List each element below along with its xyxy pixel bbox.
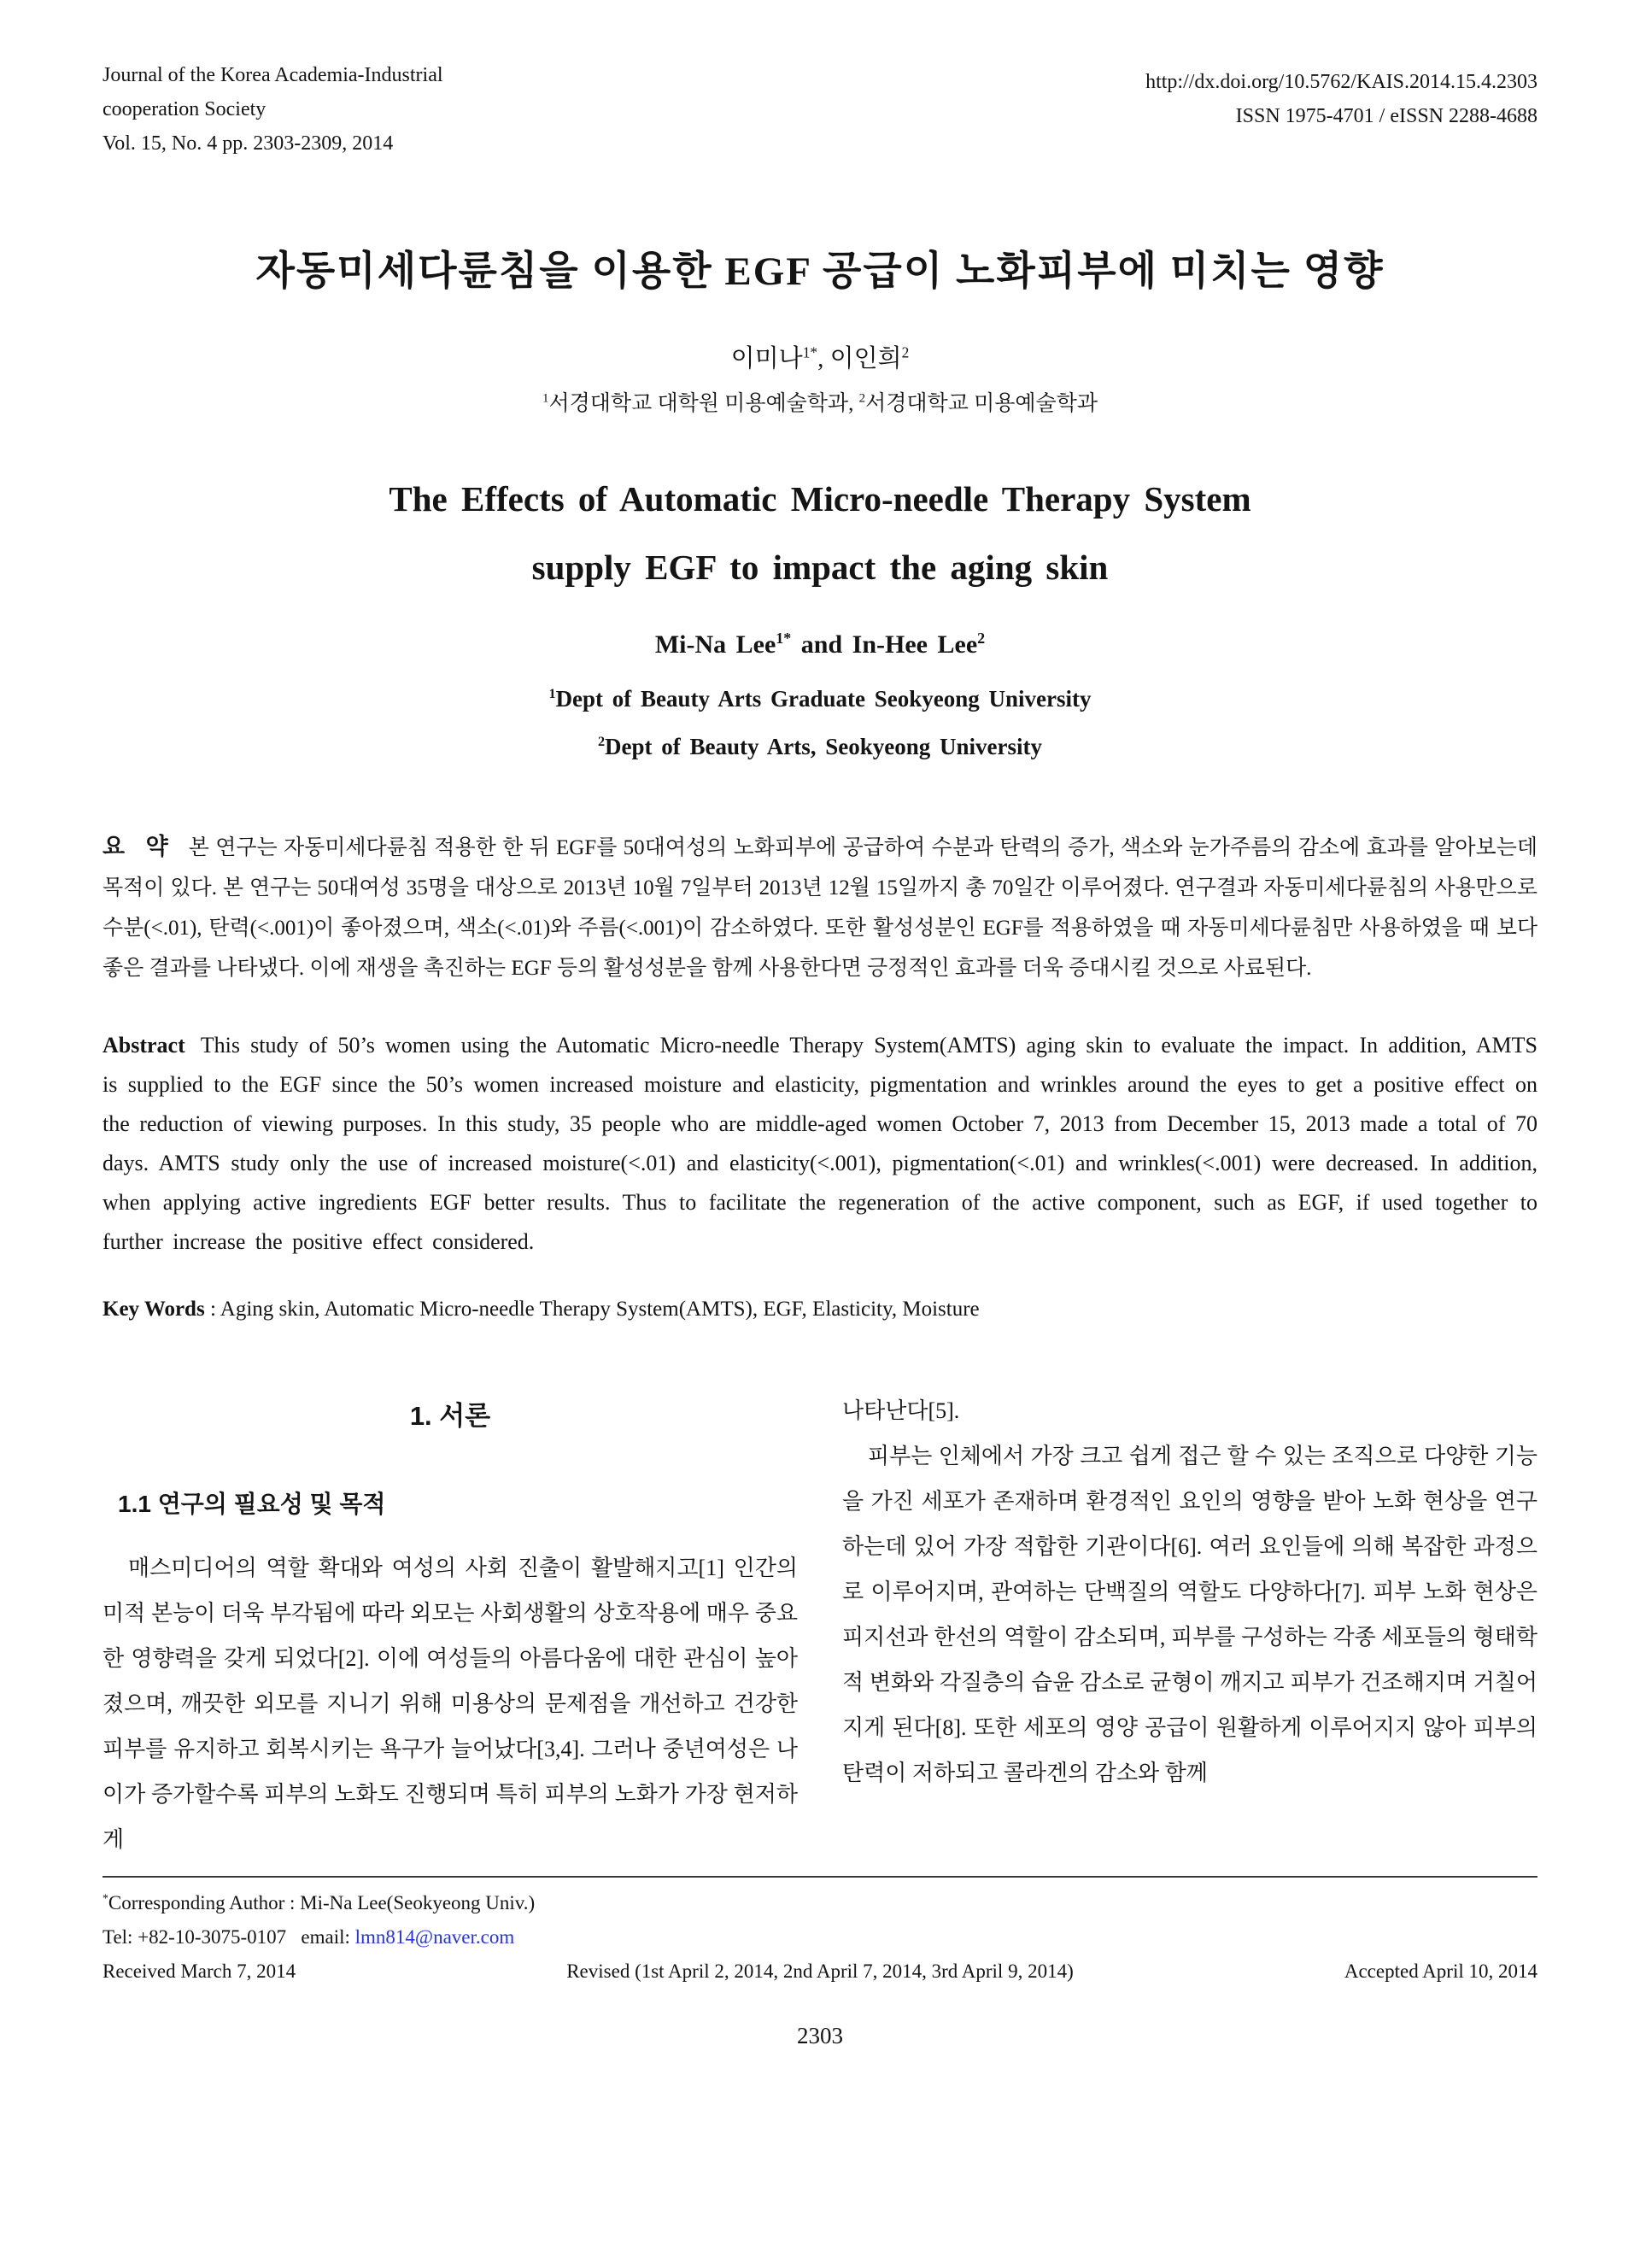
author-name-en-1: Mi-Na Lee [654,630,776,659]
affil-text-en-2: Dept of Beauty Arts, Seokyeong University [605,734,1043,759]
author-name-ko-1: 이미나 [730,345,803,372]
affil-sup-ko-1: 1 [542,391,549,406]
korean-title: 자동미세다륜침을 이용한 EGF 공급이 노화피부에 미치는 영향 [255,249,1385,294]
journal-name-line2: cooperation Society [102,98,266,120]
korean-abstract-label: 요 약 [102,834,175,859]
affil-text-ko-1: 서경대학교 대학원 미용예술학과, [548,392,859,415]
author-name-ko-2: 이인희 [829,345,902,372]
author-name-en-2: In-Hee Lee [852,630,978,659]
affil-text-ko-2: 서경대학교 미용예술학과 [865,392,1098,415]
english-title-line2: supply EGF to impact the aging skin [531,548,1109,587]
english-affiliation-2 [102,723,1538,771]
affil-text-en-1: Dept of Beauty Arts Graduate Seokyeong University [555,686,1092,712]
affil-sup-en-2: 2 [597,734,606,749]
english-title-line1: The Effects of Automatic Micro-needle Therapy System [389,479,1251,519]
english-abstract-text: This study of 50’s women using the Automatic Micro-needle Therapy System(AMTS) aging skin to evaluate the impact. In addition, AMTS is supplied to the EGF since the 50’s women increased moisture and elasticity, pigmentation and wrinkles around the eyes to get a positive effect on the reduction of viewing purposes. In this study, 35 people who are middle-aged women October 7, 2013 from December 15, 2013 made a total of 70 days. AMTS study only the use of increased moisture(<.01) and elasticity(<.001), pigmentation(<.01) and wrinkles(<.001) were decreased. In addition, when applying active ingredients EGF better results. Thus to facilitate the regeneration of the active component, such as EGF, if used together to further increase the positive effect considered. [102,1033,1538,1254]
korean-abstract [102,827,1538,988]
author-sup-en-1: 1* [776,630,792,647]
body-paragraph-right: 피부는 인체에서 가장 크고 쉽게 접근 할 수 있는 조직으로 다양한 기능을 가진 세포가 존재하며 환경적인 요인의 영향을 받아 노화 현상을 연구하는데 있어 가장 적합한 기관이다[6]. 여러 요인들에 의해 복잡한 과정으로 이루어지며, 관여하는 단백질의 역할도 다양하다[7]. 피부 노화 현상은 피지선과 한선의 역할이 감소되며, 피부를 구성하는 각종 세포들의 형태학적 변화와 각질층의 습윤 감소로 균형이 깨지고 피부가 건조해지며 거칠어지게 된다[8]. 또한 세포의 영양 공급이 원활하게 이루어지지 않아 피부의 탄력이 저하되고 콜라겐의 감소와 함께 [842,1444,1538,1785]
body-paragraph-left: 매스미디어의 역할 확대와 여성의 사회 진출이 활발해지고[1] 인간의 미적 본능이 더욱 부각됨에 따라 외모는 사회생활의 상호작용에 매우 중요한 영향력을 갖게 되었다[2]. 이에 여성들의 아름다움에 대한 관심이 높아졌으며, 깨끗한 외모를 지니기 위해 미용상의 문제점을 개선하고 건강한 피부를 유지하고 회복시키는 욕구가 늘어났다[3,4]. 그러나 중년여성은 나이가 증가할수록 피부의 노화도 진행되며 특히 피부의 노화가 가장 현저하게 [102,1556,798,1852]
author-sup-en-2: 2 [977,630,986,647]
keywords-separator: : [204,1298,220,1321]
publication-ids [1145,58,1538,161]
revised-dates: Revised (1st April 2, 2014, 2nd April 7, 2014, 3rd April 9, 2014) [566,1960,1074,1982]
contact-line [102,1920,1538,1954]
doi-text: http://dx.doi.org/10.5762/KAIS.2014.15.4.2303 [1145,71,1538,93]
right-column [842,1388,1538,1862]
issn-text: ISSN 1975-4701 / eISSN 2288-4688 [1235,105,1538,127]
affil-sup-ko-2: 2 [858,391,866,406]
korean-authors [102,339,1538,374]
received-date: Received March 7, 2014 [102,1960,296,1982]
english-abstract [102,1026,1538,1262]
english-title [102,465,1538,601]
author-sup-ko-2: 2 [901,343,910,361]
corresponding-author-footnote [102,1876,1538,1989]
corresponding-asterisk: * [102,1891,108,1905]
english-affiliation-1 [102,675,1538,723]
page-number: 2303 [797,2023,843,2048]
body-columns [102,1388,1538,1862]
author-sup-ko-1: 1* [802,343,818,361]
corresponding-author-line [102,1886,1538,1920]
english-authors [102,630,1538,659]
spacer [286,1926,301,1948]
author-separator-ko: , [817,345,830,372]
journal-info [102,58,443,161]
keywords-text: Aging skin, Automatic Micro-needle Therapy System(AMTS), EGF, Elasticity, Moisture [220,1298,980,1321]
korean-affiliation [102,386,1538,417]
masthead [102,58,1538,161]
keywords-line [102,1298,1538,1322]
email-label: email: [301,1926,350,1948]
dates-line [102,1954,1538,1989]
section-1-1-heading: 1.1 연구의 필요성 및 목적 [118,1491,386,1517]
journal-name-line1: Journal of the Korea Academia-Industrial [102,64,443,86]
accepted-date: Accepted April 10, 2014 [1344,1960,1538,1982]
body-paragraph-continuation: 나타난다[5]. [842,1398,960,1423]
affil-sup-en-1: 1 [548,686,556,701]
english-abstract-label: Abstract [102,1033,185,1058]
section-1-heading: 1. 서론 [409,1401,491,1431]
tel-text: Tel: +82-10-3075-0107 [102,1926,287,1948]
english-affiliations [102,675,1538,771]
author-separator-en: and [791,630,852,659]
email-link[interactable]: lmn814@naver.com [354,1926,515,1948]
journal-volume-info: Vol. 15, No. 4 pp. 2303-2309, 2014 [102,132,394,155]
keywords-label: Key Words [102,1298,205,1321]
korean-abstract-text: 본 연구는 자동미세다륜침 적용한 한 뒤 EGF를 50대여성의 노화피부에 공급하여 수분과 탄력의 증가, 색소와 눈가주름의 감소에 효과를 알아보는데 목적이 있다. 본 연구는 50대여성 35명을 대상으로 2013년 10월 7일부터 2013년 12월 15일까지 총 70일간 이루어졌다. 연구결과 자동미세다륜침의 사용만으로 수분(<.01), 탄력(<.001)이 좋아졌으며, 색소(<.01)와 주름(<.001)이 감소하였다. 또한 활성성분인 EGF를 적용하였을 때 자동미세다륜침만 사용하였을 때 보다 좋은 결과를 나타냈다. 이에 재생을 촉진하는 EGF 등의 활성성분을 함께 사용한다면 긍정적인 효과를 더욱 증대시킬 것으로 사료된다. [102,836,1538,980]
left-column [102,1388,798,1862]
corresponding-author-text: Corresponding Author : Mi-Na Lee(Seokyeong Univ.) [108,1892,536,1913]
